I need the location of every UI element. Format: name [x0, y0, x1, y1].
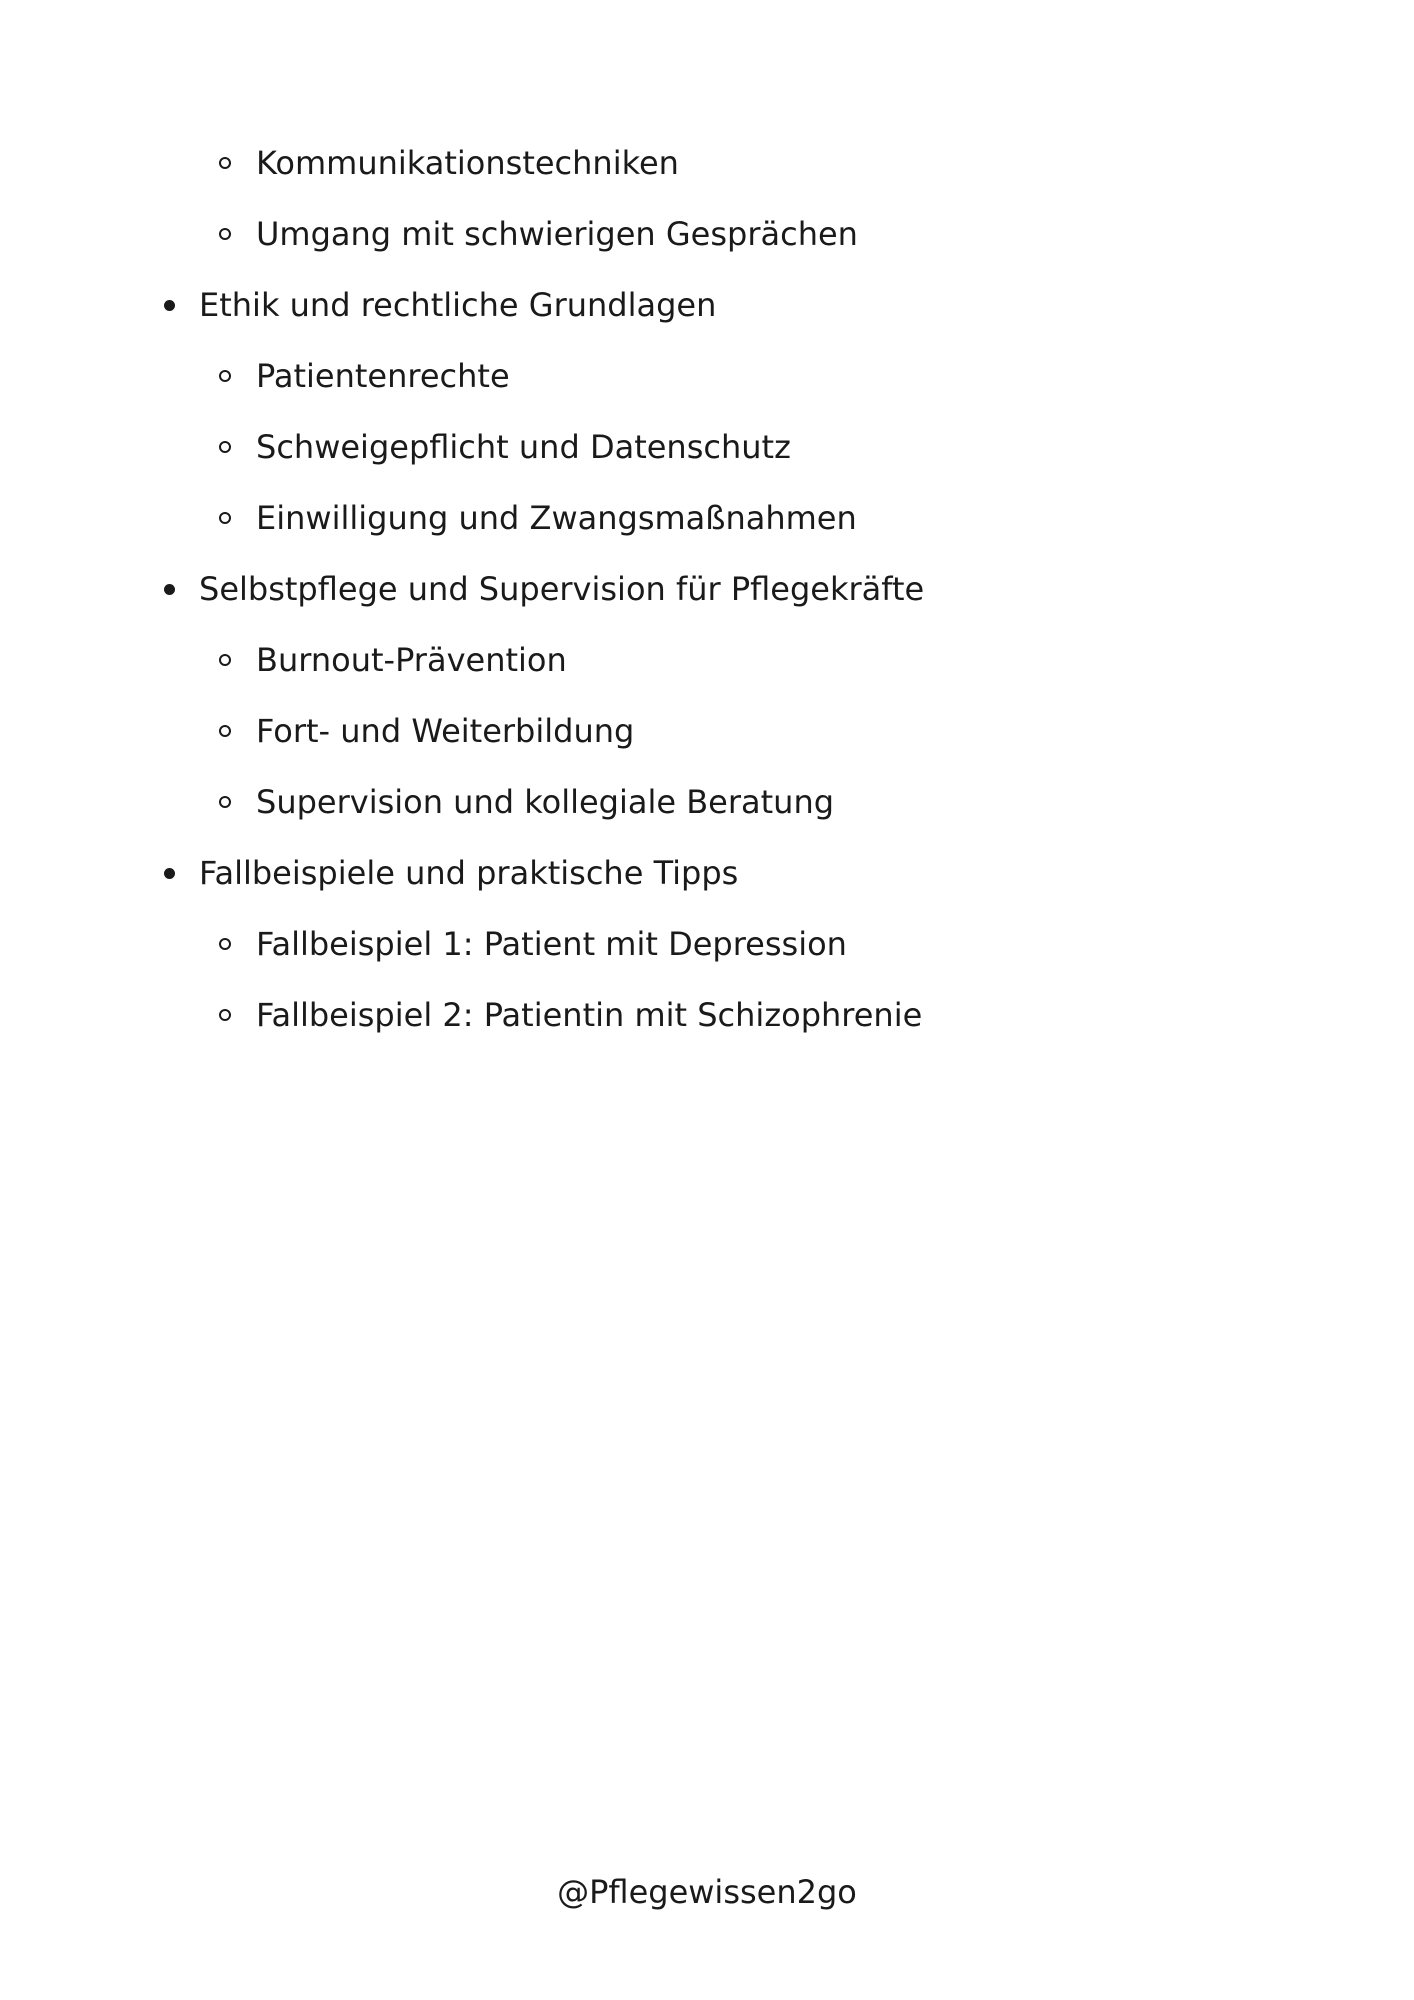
list-item-text: Fallbeispiel 2: Patientin mit Schizophrenie [256, 996, 923, 1034]
circle-bullet-icon [219, 370, 231, 382]
list-item-text: Fallbeispiele und praktische Tipps [199, 854, 739, 892]
circle-bullet-icon [219, 938, 231, 950]
circle-bullet-icon [219, 157, 231, 169]
circle-bullet-icon [219, 441, 231, 453]
circle-bullet-icon [219, 512, 231, 524]
list-item-text: Burnout-Prävention [256, 641, 567, 679]
circle-bullet-icon [219, 796, 231, 808]
disc-bullet-icon [164, 868, 175, 879]
footer-handle: @Pflegewissen2go [557, 1873, 857, 1911]
list-item-text: Patientenrechte [256, 357, 510, 395]
list-item-text: Fort- und Weiterbildung [256, 712, 635, 750]
circle-bullet-icon [219, 228, 231, 240]
circle-bullet-icon [219, 1009, 231, 1021]
list-item-text: Supervision und kollegiale Beratung [256, 783, 835, 821]
list-item-text: Einwilligung und Zwangsmaßnahmen [256, 499, 857, 537]
list-item-text: Fallbeispiel 1: Patient mit Depression [256, 925, 847, 963]
disc-bullet-icon [164, 584, 175, 595]
disc-bullet-icon [164, 300, 175, 311]
list-item-text: Schweigepflicht und Datenschutz [256, 428, 791, 466]
list-item-text: Umgang mit schwierigen Gesprächen [256, 215, 858, 253]
circle-bullet-icon [219, 725, 231, 737]
list-item-text: Ethik und rechtliche Grundlagen [199, 286, 717, 324]
circle-bullet-icon [219, 654, 231, 666]
list-item-text: Selbstpflege und Supervision für Pflegekräfte [199, 570, 925, 608]
list-item-text: Kommunikationstechniken [256, 144, 679, 182]
